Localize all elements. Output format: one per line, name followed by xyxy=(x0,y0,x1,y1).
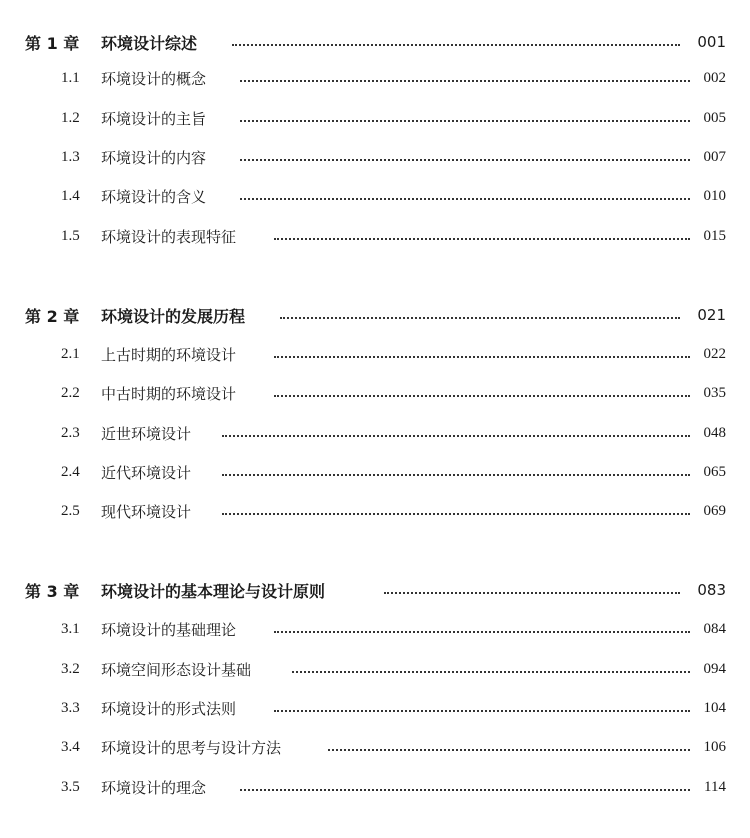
section-number: 3.5 xyxy=(61,778,80,795)
chapter-page-number: 021 xyxy=(697,306,726,324)
dot-leader xyxy=(240,120,690,122)
dot-leader xyxy=(292,671,690,673)
section-row[interactable] xyxy=(0,732,750,762)
section-title: 环境设计的概念 xyxy=(101,69,207,88)
section-row[interactable] xyxy=(0,142,750,172)
section-row[interactable] xyxy=(0,693,750,723)
section-number: 1.4 xyxy=(61,187,80,204)
section-number: 2.3 xyxy=(61,424,80,441)
section-title: 环境设计的内容 xyxy=(101,148,207,167)
section-page-number: 084 xyxy=(703,620,726,637)
section-page-number: 094 xyxy=(703,660,726,677)
chapter-page-number: 083 xyxy=(697,581,726,599)
chapter-title: 环境设计综述 xyxy=(101,33,198,53)
section-row[interactable] xyxy=(0,378,750,408)
dot-leader xyxy=(274,395,690,397)
chapter-label: 第 2 章 xyxy=(25,306,80,326)
section-number: 3.1 xyxy=(61,620,80,637)
section-row[interactable] xyxy=(0,339,750,369)
dot-leader xyxy=(328,749,690,751)
dot-leader xyxy=(222,435,690,437)
dot-leader xyxy=(232,44,680,46)
section-title: 环境空间形态设计基础 xyxy=(101,660,252,679)
chapter-title: 环境设计的发展历程 xyxy=(101,306,246,326)
section-number: 3.4 xyxy=(61,738,80,755)
section-page-number: 007 xyxy=(703,148,726,165)
chapter-1-row[interactable] xyxy=(0,27,750,57)
section-page-number: 065 xyxy=(703,463,726,480)
section-row[interactable] xyxy=(0,418,750,448)
section-title: 近世环境设计 xyxy=(101,424,192,443)
section-row[interactable] xyxy=(0,63,750,93)
section-row[interactable] xyxy=(0,181,750,211)
chapter-title: 环境设计的基本理论与设计原则 xyxy=(101,581,326,601)
section-page-number: 104 xyxy=(703,699,726,716)
dot-leader xyxy=(240,80,690,82)
section-title: 环境设计的形式法则 xyxy=(101,699,237,718)
section-row[interactable] xyxy=(0,772,750,802)
section-number: 2.4 xyxy=(61,463,80,480)
section-page-number: 022 xyxy=(703,345,726,362)
section-title: 上古时期的环境设计 xyxy=(101,345,237,364)
section-number: 3.2 xyxy=(61,660,80,677)
dot-leader xyxy=(240,159,690,161)
section-title: 环境设计的思考与设计方法 xyxy=(101,738,282,757)
section-number: 3.3 xyxy=(61,699,80,716)
section-row[interactable] xyxy=(0,614,750,644)
chapter-page-number: 001 xyxy=(697,33,726,51)
dot-leader xyxy=(280,317,680,319)
chapter-label: 第 1 章 xyxy=(25,33,80,53)
section-row[interactable] xyxy=(0,457,750,487)
section-title: 中古时期的环境设计 xyxy=(101,384,237,403)
section-row[interactable] xyxy=(0,496,750,526)
section-title: 环境设计的表现特征 xyxy=(101,227,237,246)
section-title: 环境设计的基础理论 xyxy=(101,620,237,639)
section-page-number: 069 xyxy=(703,502,726,519)
dot-leader xyxy=(274,238,690,240)
section-number: 2.1 xyxy=(61,345,80,362)
section-number: 2.2 xyxy=(61,384,80,401)
chapter-3-row[interactable] xyxy=(0,575,750,605)
section-title: 环境设计的理念 xyxy=(101,778,207,797)
section-title: 现代环境设计 xyxy=(101,502,192,521)
dot-leader xyxy=(240,789,690,791)
dot-leader xyxy=(274,631,690,633)
section-number: 2.5 xyxy=(61,502,80,519)
section-number: 1.5 xyxy=(61,227,80,244)
section-title: 环境设计的主旨 xyxy=(101,109,207,128)
section-title: 近代环境设计 xyxy=(101,463,192,482)
section-number: 1.3 xyxy=(61,148,80,165)
section-title: 环境设计的含义 xyxy=(101,187,207,206)
section-number: 1.1 xyxy=(61,69,80,86)
chapter-2-row[interactable] xyxy=(0,300,750,330)
dot-leader xyxy=(274,710,690,712)
dot-leader xyxy=(240,198,690,200)
section-page-number: 002 xyxy=(703,69,726,86)
section-page-number: 106 xyxy=(703,738,726,755)
section-page-number: 035 xyxy=(703,384,726,401)
section-row[interactable] xyxy=(0,221,750,251)
chapter-label: 第 3 章 xyxy=(25,581,80,601)
dot-leader xyxy=(274,356,690,358)
dot-leader xyxy=(384,592,680,594)
section-page-number: 015 xyxy=(703,227,726,244)
section-row[interactable] xyxy=(0,654,750,684)
section-page-number: 010 xyxy=(703,187,726,204)
section-row[interactable] xyxy=(0,103,750,133)
section-page-number: 114 xyxy=(704,778,726,795)
section-number: 1.2 xyxy=(61,109,80,126)
section-page-number: 005 xyxy=(703,109,726,126)
dot-leader xyxy=(222,513,690,515)
section-page-number: 048 xyxy=(703,424,726,441)
dot-leader xyxy=(222,474,690,476)
